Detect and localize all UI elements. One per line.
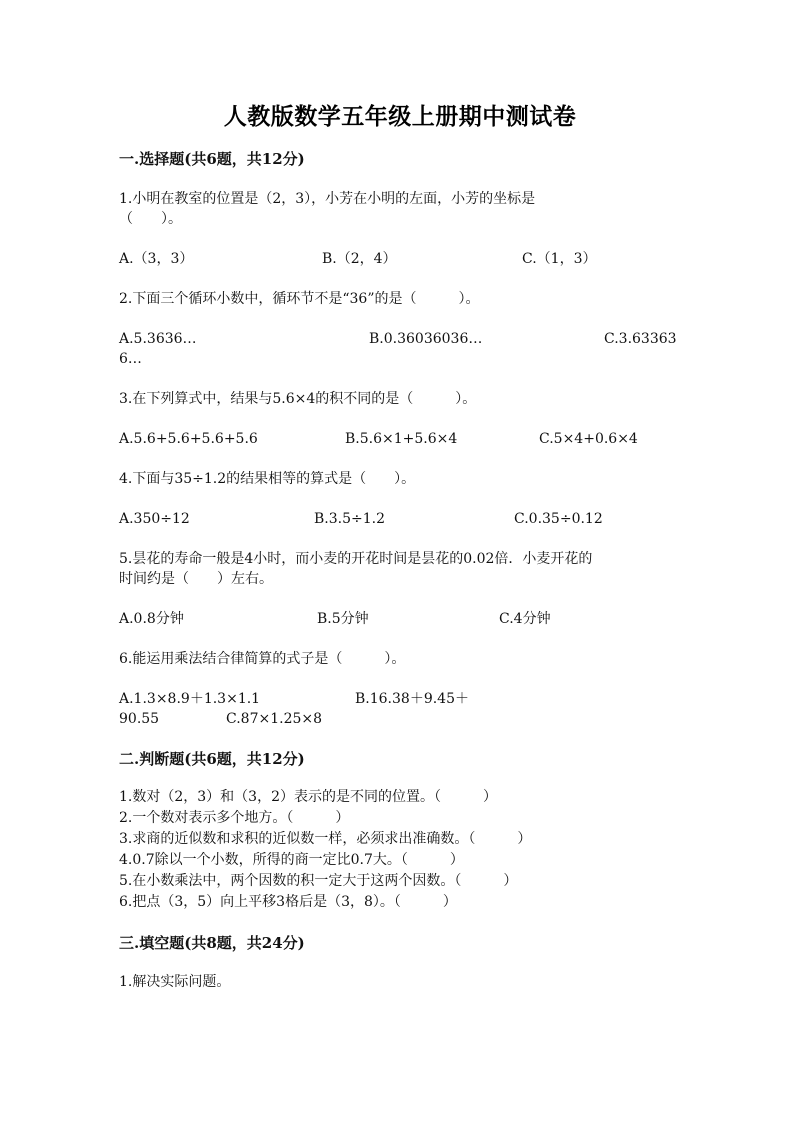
question-2-line-1: 2.下面三个循环小数中，循环节不是“36”的是（ ）。	[119, 291, 480, 307]
question-1-option-a: A.（3，3）	[119, 251, 194, 267]
question-1-option-c: C.（1，3）	[522, 251, 597, 267]
question-5-option-b: B.5分钟	[317, 611, 369, 627]
judge-item-4: 4.0.7除以一个小数，所得的商一定比0.7大。（ ）	[119, 852, 464, 868]
judge-item-3: 3.求商的近似数和求积的近似数一样，必须求出准确数。（ ）	[119, 831, 532, 847]
question-5-line-2: 时间约是（ ）左右。	[119, 571, 273, 587]
section-heading-choice: 一.选择题(共6题，共12分)	[119, 150, 305, 168]
question-3-option-a: A.5.6+5.6+5.6+5.6	[119, 431, 258, 447]
question-4-line-1: 4.下面与35÷1.2的结果相等的算式是（ ）。	[119, 471, 416, 487]
question-4-option-a: A.350÷12	[119, 511, 190, 527]
question-1-line-2: （ ）。	[119, 211, 182, 227]
question-6-option-b-wrap: 90.55	[119, 711, 160, 727]
question-6-option-c: C.87×1.25×8	[226, 711, 323, 727]
section-heading-fill: 三.填空题(共8题，共24分)	[119, 934, 305, 952]
fill-item-1: 1.解决实际问题。	[119, 974, 231, 990]
question-5-option-a: A.0.8分钟	[119, 611, 184, 627]
judge-item-2: 2.一个数对表示多个地方。（ ）	[119, 810, 350, 826]
question-2-option-c-wrap: 6…	[119, 351, 142, 367]
question-1-option-b: B.（2，4）	[322, 251, 397, 267]
question-6-option-b: B.16.38＋9.45＋	[355, 691, 469, 707]
question-3-option-c: C.5×4+0.6×4	[539, 431, 638, 447]
question-1-line-1: 1.小明在教室的位置是（2，3），小芳在小明的左面，小芳的坐标是	[119, 191, 536, 207]
judge-item-5: 5.在小数乘法中，两个因数的积一定大于这两个因数。（ ）	[119, 873, 518, 889]
question-3-line-1: 3.在下列算式中，结果与5.6×4的积不同的是（ ）。	[119, 391, 477, 407]
judge-item-6: 6.把点（3，5）向上平移3格后是（3，8）。（ ）	[119, 894, 457, 910]
question-3-option-b: B.5.6×1+5.6×4	[345, 431, 458, 447]
question-6-line-1: 6.能运用乘法结合律简算的式子是（ ）。	[119, 651, 406, 667]
question-2-option-c: C.3.63363	[604, 331, 677, 347]
exam-title: 人教版数学五年级上册期中测试卷	[223, 103, 577, 130]
judge-item-1: 1.数对（2，3）和（3，2）表示的是不同的位置。（ ）	[119, 789, 497, 805]
question-2-option-a: A.5.3636…	[119, 331, 197, 347]
question-4-option-c: C.0.35÷0.12	[514, 511, 603, 527]
question-4-option-b: B.3.5÷1.2	[314, 511, 385, 527]
question-5-line-1: 5.昙花的寿命一般是4小时，而小麦的开花时间是昙花的0.02倍．小麦开花的	[119, 551, 593, 567]
question-5-option-c: C.4分钟	[499, 611, 551, 627]
section-heading-judge: 二.判断题(共6题，共12分)	[119, 750, 305, 768]
question-2-option-b: B.0.36036036…	[369, 331, 483, 347]
question-6-option-a: A.1.3×8.9＋1.3×1.1	[119, 691, 261, 707]
